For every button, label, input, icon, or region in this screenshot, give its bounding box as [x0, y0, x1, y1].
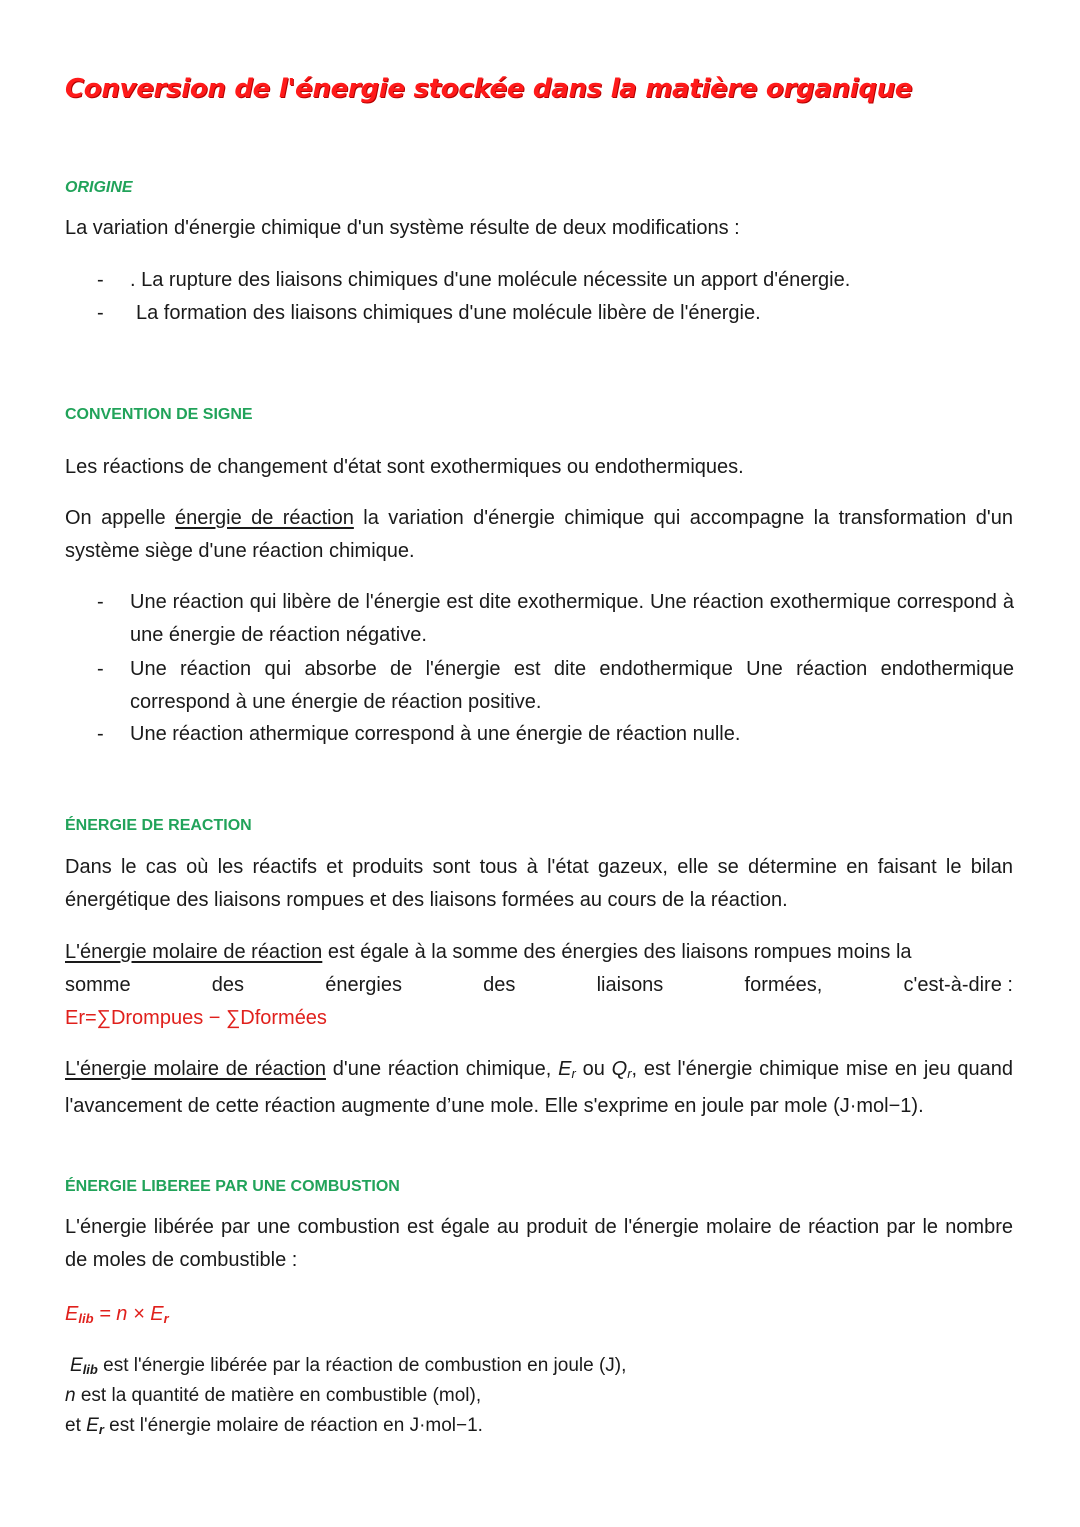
origine-item-2: La formation des liaisons chimiques d'une molécule libère de l'énergie. — [136, 302, 761, 324]
energie-reaction-paragraph-2-line-1: L'énergie molaire de réaction est égale à la somme des énergies des liaisons rompues moins la — [65, 941, 912, 963]
section-heading-convention: CONVENTION DE SIGNE — [65, 406, 253, 423]
energie-reaction-paragraph-2-line-2: somme des énergies des liaisons formées, c'est-à-dire : — [65, 974, 1013, 996]
section-heading-combustion: ÉNERGIE LIBEREE PAR UNE COMBUSTION — [65, 1178, 400, 1195]
convention-item-athermique: Une réaction athermique correspond à une énergie de réaction nulle. — [130, 723, 741, 745]
energie-reaction-paragraph-3: L'énergie molaire de réaction d'une réaction chimique, $E_r$ ou $Q_r$, est l'énergie chimique mise en jeu quand l'avancement de cette réaction augmente d’une mole. Elle s'exprime en joule par mole (J·mol−1). — [65, 1058, 1014, 1117]
combustion-paragraph-1: L'énergie libérée par une combustion est égale au produit de l'énergie molaire de réaction par le nombre de moles de combustible : — [65, 1216, 1013, 1271]
convention-item-endothermique: Une réaction qui absorbe de l'énergie est dite endothermique Une réaction endothermique correspond à une énergie de réaction positive. — [130, 658, 1014, 713]
convention-paragraph-1: Les réactions de changement d'état sont exothermiques ou endothermiques. — [65, 456, 744, 478]
convention-item-exothermique: Une réaction qui libère de l'énergie est dite exothermique. Une réaction exothermique correspond à une énergie de réaction négative. — [130, 591, 1014, 646]
document-title: Conversion de l'énergie stockée dans la matière organique — [65, 74, 913, 104]
bullet-dash: - — [97, 302, 104, 324]
definition-er: et $E_r$ est l'énergie molaire de réaction en J·mol−1. — [65, 1415, 483, 1437]
bullet-dash: - — [97, 723, 104, 745]
definition-elib: $E_{lib}$ est l'énergie libérée par la réaction de combustion en joule (J), — [70, 1355, 627, 1377]
symbol-Qr: $Q_r$ — [611, 1058, 632, 1081]
formula-energie-liberee: $E_{lib} = n \times E_r$ — [65, 1303, 169, 1326]
section-heading-origine: ORIGINE — [65, 179, 133, 196]
definition-n: n est la quantité de matière en combustible (mol), — [65, 1385, 482, 1406]
energie-reaction-paragraph-1: Dans le cas où les réactifs et produits sont tous à l'état gazeux, elle se détermine en faisant le bilan énergétique des liaisons rompues et des liaisons formées au cours de la réaction. — [65, 856, 1013, 911]
origine-item-1: . La rupture des liaisons chimiques d'une molécule nécessite un apport d'énergie. — [130, 269, 851, 291]
term-energie-molaire: L'énergie molaire de réaction — [65, 1058, 326, 1080]
symbol-Er: $E_r$ — [558, 1058, 576, 1081]
bullet-dash: - — [97, 658, 104, 680]
section-heading-energie-reaction: ÉNERGIE DE REACTION — [65, 817, 252, 834]
bullet-dash: - — [97, 269, 104, 291]
convention-paragraph-2: On appelle énergie de réaction la variation d'énergie chimique qui accompagne la transformation d'un système siège d'une réaction chimique. — [65, 507, 1013, 562]
origine-intro: La variation d'énergie chimique d'un système résulte de deux modifications : — [65, 217, 740, 239]
bullet-dash: - — [97, 591, 104, 613]
term-energie-molaire: L'énergie molaire de réaction — [65, 941, 323, 963]
formula-energie-reaction: Er=∑Drompues − ∑Dformées — [65, 1007, 327, 1029]
term-energie-de-reaction: énergie de réaction — [174, 507, 354, 529]
